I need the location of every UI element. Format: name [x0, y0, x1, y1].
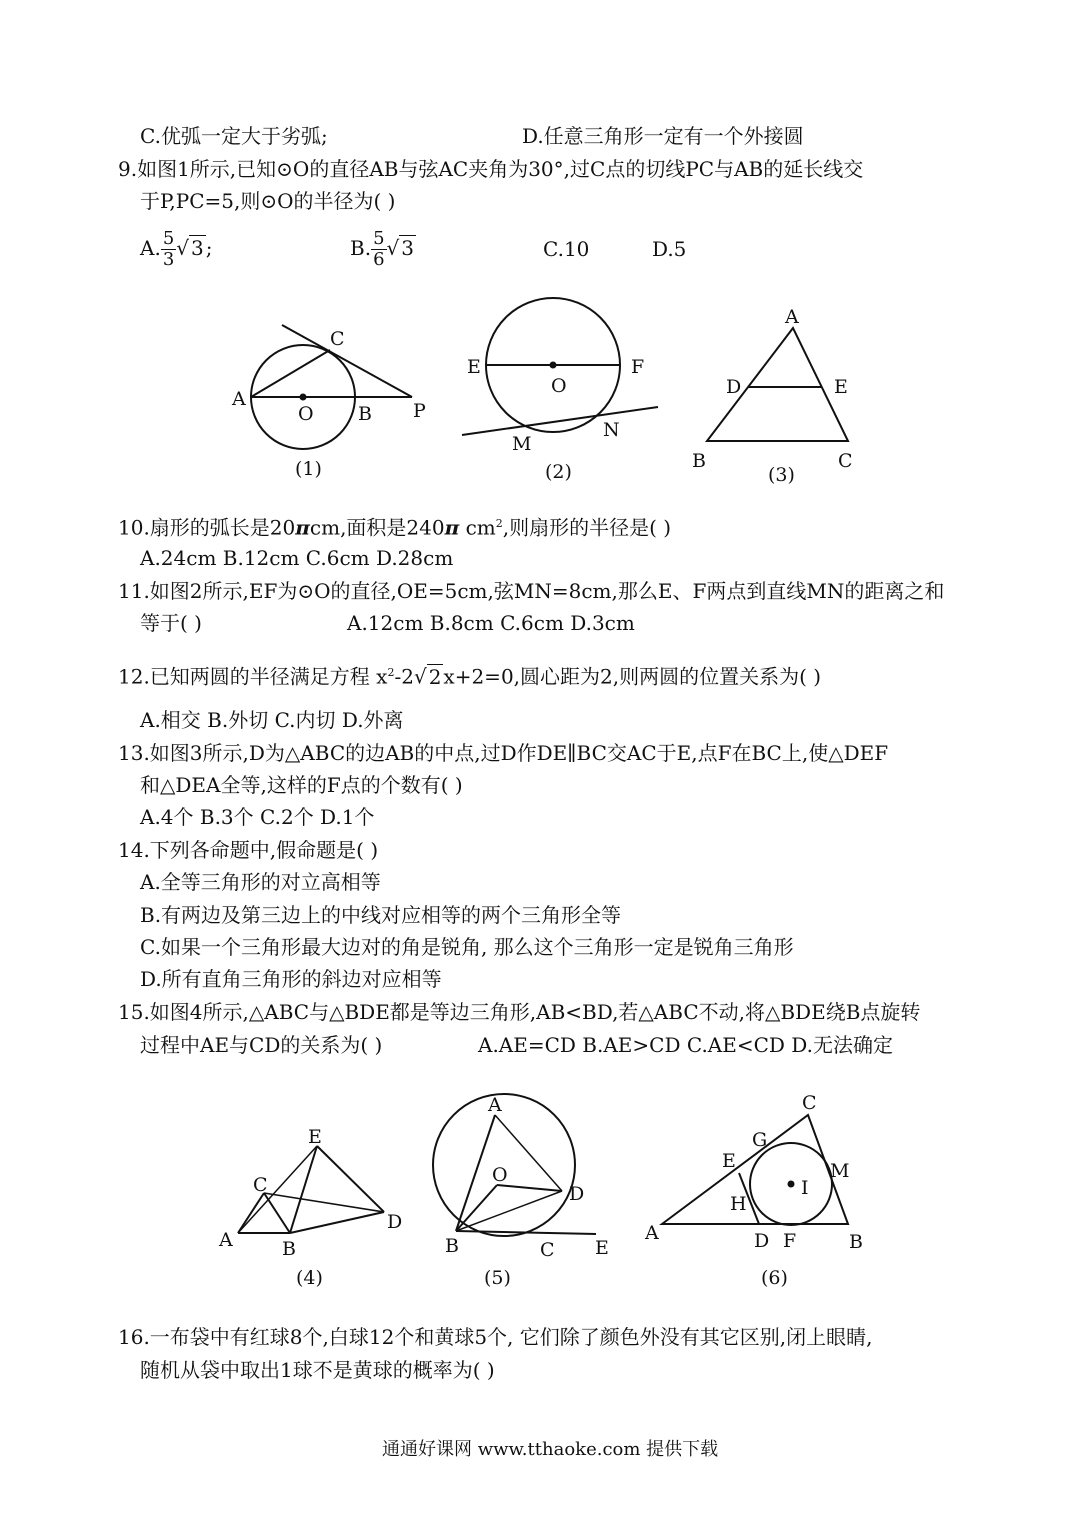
- fig1-label-o: O: [298, 403, 314, 425]
- q9-line1: 9.如图1所示,已知⊙O的直径AB与弦AC夹角为30°,过C点的切线PC与AB的延长线交: [118, 157, 864, 181]
- fig6-caption: (6): [761, 1267, 788, 1289]
- q15-line2: 过程中AE与CD的关系为( ): [140, 1033, 383, 1057]
- fig3-label-c: C: [838, 450, 853, 472]
- fig1-caption: (1): [295, 458, 322, 480]
- fig4-label-c: C: [253, 1174, 268, 1196]
- fraction: $\frac{5}{6}$: [373, 228, 385, 270]
- figure-4: [218, 1126, 402, 1289]
- fig3-label-e: E: [834, 376, 848, 398]
- fig2-label-e: E: [467, 356, 481, 378]
- q11-line2: 等于( ): [140, 611, 202, 635]
- q9-options: [140, 228, 213, 270]
- q14-option-c: C.如果一个三角形最大边对的角是锐角, 那么这个三角形一定是锐角三角形: [140, 935, 794, 959]
- fig3-label-b: B: [692, 450, 706, 472]
- q14-line1: 14.下列各命题中,假命题是( ): [118, 838, 379, 862]
- fig1-label-p: P: [413, 400, 426, 422]
- fig5-label-o: O: [492, 1164, 508, 1186]
- q15-line1: 15.如图4所示,△ABC与△BDE都是等边三角形,AB<BD,若△ABC不动,将△BDE绕B点旋转: [118, 1000, 921, 1024]
- q16-line2: 随机从袋中取出1球不是黄球的概率为( ): [140, 1358, 495, 1382]
- fig6-label-b: B: [849, 1231, 863, 1253]
- q9-option-d: D.5: [652, 237, 687, 261]
- fig5-label-b: B: [445, 1235, 459, 1257]
- fig4-caption: (4): [296, 1267, 323, 1289]
- fig6-label-h: H: [730, 1193, 747, 1215]
- q9-option-b: B. $\frac{5}{6}$ √ 3: [350, 228, 414, 270]
- fig6-label-f: F: [783, 1230, 797, 1252]
- q8-options: [140, 123, 328, 149]
- q13-line1: 13.如图3所示,D为△ABC的边AB的中点,过D作DE∥BC交AC于E,点F在BC上,使△DEF: [118, 741, 889, 765]
- q13-line2: 和△DEA全等,这样的F点的个数有( ): [140, 773, 463, 797]
- q9-line2: 于P,PC=5,则⊙O的半径为( ): [140, 189, 396, 213]
- figures-row-1: [0, 295, 1087, 505]
- figure-2: [462, 298, 658, 483]
- q16-line1: 16.一布袋中有红球8个,白球12个和黄球5个, 它们除了颜色外没有其它区别,闭上眼睛,: [118, 1325, 873, 1349]
- q11-options: A.12cm B.8cm C.6cm D.3cm: [347, 611, 635, 635]
- q9-option-b-line: [350, 228, 416, 270]
- q11-line1: 11.如图2所示,EF为⊙O的直径,OE=5cm,弦MN=8cm,那么E、F两点到直线MN的距离之和: [118, 579, 945, 603]
- fig2-label-o: O: [551, 375, 567, 397]
- fig2-caption: (2): [545, 461, 572, 483]
- fig6-label-c: C: [802, 1092, 817, 1114]
- fig6-label-a: A: [645, 1222, 659, 1244]
- fig6-label-m: M: [830, 1160, 850, 1182]
- q13-options: A.4个 B.3个 C.2个 D.1个: [140, 805, 375, 829]
- q10-options: A.24cm B.12cm C.6cm D.28cm: [140, 546, 454, 570]
- figure-6: [644, 1092, 863, 1289]
- fig1-label-a: A: [232, 388, 246, 410]
- fig5-label-c: C: [540, 1239, 555, 1261]
- q8-option-c: C.优弧一定大于劣弧;: [140, 124, 328, 148]
- fig4-label-d: D: [387, 1211, 403, 1233]
- fig4-label-b: B: [282, 1238, 296, 1260]
- q8-option-d-line: [522, 123, 804, 149]
- fig4-label-a: A: [219, 1229, 233, 1251]
- fig5-label-a: A: [488, 1094, 502, 1116]
- fig1-label-b: B: [358, 403, 372, 425]
- q12-line1: 12.已知两圆的半径满足方程 $x^2-2√$ 2 x+2=0,圆心距为2,则两圆的位置关系为( ): [118, 664, 822, 689]
- q15-options: A.AE=CD B.AE>CD C.AE<CD D.无法确定: [478, 1033, 893, 1057]
- fig3-label-a: A: [785, 306, 799, 328]
- fig6-label-e: E: [722, 1150, 736, 1172]
- fig6-label-i: I: [801, 1177, 809, 1199]
- fig5-label-d: D: [569, 1183, 585, 1205]
- q9-option-a: A. $\frac{5}{3}$ √ 3 ;: [140, 228, 213, 270]
- fig2-label-f: F: [631, 356, 645, 378]
- figure-3: [692, 306, 853, 486]
- fig1-label-c: C: [330, 328, 345, 350]
- q10-line1: 10.扇形的弧长是20πcm,面积是240π $cm^2$,则扇形的半径是( ): [118, 515, 672, 540]
- fig6-label-g: G: [752, 1129, 768, 1151]
- fig5-label-e: E: [595, 1237, 609, 1259]
- q9-option-c: C.10: [543, 237, 590, 261]
- figures-row-2: [0, 1085, 1087, 1305]
- figure-5: [433, 1094, 609, 1289]
- fig2-label-m: M: [512, 433, 532, 455]
- q12-options: A.相交 B.外切 C.内切 D.外离: [140, 708, 404, 732]
- fig3-caption: (3): [768, 464, 795, 486]
- page-footer: 通通好课网 www.tthaoke.com 提供下载: [382, 1439, 719, 1460]
- fig4-label-e: E: [308, 1126, 322, 1148]
- q14-option-a: A.全等三角形的对立高相等: [140, 870, 381, 894]
- figure-1: [231, 325, 426, 480]
- fig2-label-n: N: [603, 419, 620, 441]
- q8-option-d: D.任意三角形一定有一个外接圆: [522, 124, 804, 148]
- fraction: $\frac{5}{3}$: [162, 228, 175, 270]
- fig3-label-d: D: [726, 376, 742, 398]
- q14-option-d: D.所有直角三角形的斜边对应相等: [140, 967, 442, 991]
- fig6-label-d: D: [754, 1230, 770, 1252]
- q14-option-b: B.有两边及第三边上的中线对应相等的两个三角形全等: [140, 903, 622, 927]
- fig5-caption: (5): [484, 1267, 511, 1289]
